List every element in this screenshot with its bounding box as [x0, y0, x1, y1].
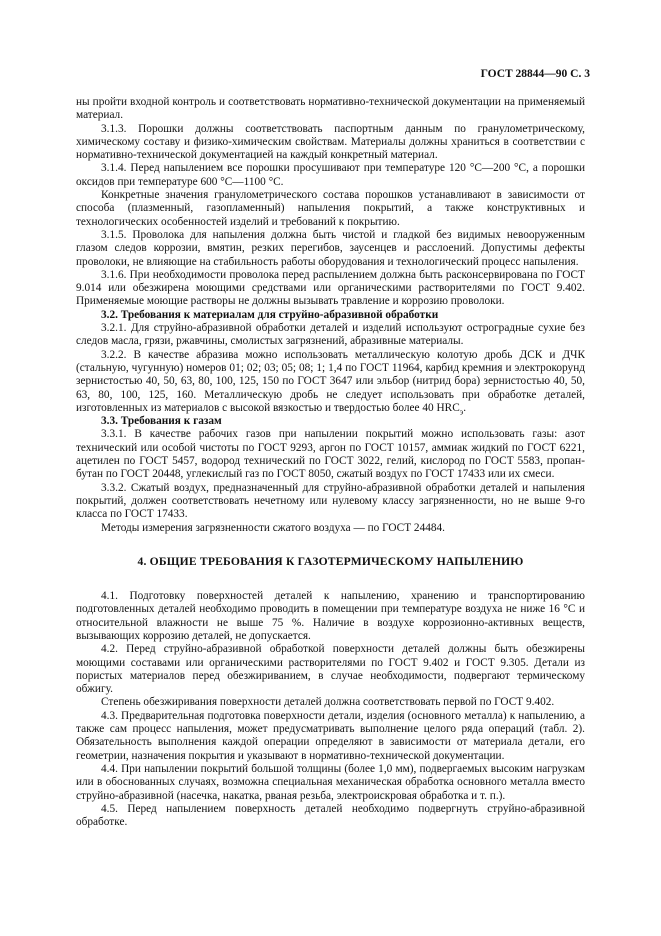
paragraph-3-2-2-text: 3.2.2. В качестве абразива можно использовать металлическую колотую дробь ДСК и ДЧК (стальную, чугунную) номеров 01; 02; 03; 05; 08; 1; 1,4 по ГОСТ 11964, карбид кремния и электрокорунд зернистостью 40, 50, 63, 80, 100, 125, 150 по ГОСТ 3647 или эльбор (нитрид бора) зернистостью 40, 50, 63, 80, 100, 125, 160. Металлическую дробь не следует использовать при обработке деталей, изготовленных из материалов с высокой вязкостью и твердостью более 40 HRC	[76, 348, 585, 414]
subsection-heading-3-3: 3.3. Требования к газам	[101, 415, 222, 428]
paragraph-4-3: 4.3. Предварительная подготовка поверхности детали, изделия (основного металла) к напылению, а также сам процесс напыления, может предусматривать выполнение целого ряда операций (табл. 2). Обязательность выполнения каждой операции определяют в зависимости от материала детали, его геометрии, назначения покрытия и указывают в нормативно-технической документации.	[76, 709, 585, 762]
subsection-heading-3-2: 3.2. Требования к материалам для струйно-абразивной обработки	[101, 308, 439, 321]
paragraph-3-1-5: 3.1.5. Проволока для напыления должна быть чистой и гладкой без видимых невооруженным глазом следов коррозии, вмятин, резких перегибов, заусенцев и расслоений. Допустимы дефекты проволоки, не влияющие на стабильность работы оборудования и технологический процесс напыления.	[76, 228, 585, 268]
paragraph-granulometry: Конкретные значения гранулометрического состава порошков устанавливают в зависимости от способа (плазменный, газопламенный) напыления покрытий, а также конструктивных и технологических особенностей изделий и требований к покрытию.	[76, 189, 585, 228]
paragraph-degreasing: Степень обезжиривания поверхности деталей должна соответствовать первой по ГОСТ 9.402.	[101, 696, 555, 709]
paragraph-4-4: 4.4. При напылении покрытий большой толщины (более 1,0 мм), подвергаемых высоким нагрузкам или в обоснованных случаях, возможна специальная механическая обработка основного металла вместо струйно-абразивной (насечка, накатка, рваная резьба, электроискровая обработка и т. п.).	[76, 762, 585, 802]
paragraph-4-5: 4.5. Перед напылением поверхность деталей необходимо подвергнуть струйно-абразивной обработке.	[76, 802, 585, 829]
paragraph-3-1-4: 3.1.4. Перед напылением все порошки просушивают при температуре 120 °С—200 °С, а порошки оксидов при температуре 600 °С—1100 °С.	[76, 162, 585, 188]
paragraph-3-2-2-period: .	[463, 401, 467, 414]
paragraph-3-1-3: 3.1.3. Порошки должны соответствовать паспортным данным по гранулометрическому, химическому составу и физико-химическим свойствам. Материалы должны храниться в соответствии с нормативно-технической документацией на каждый конкретный материал.	[76, 122, 585, 162]
paragraph-4-2: 4.2. Перед струйно-абразивной обработкой поверхности деталей должны быть обезжирены моющими составами или органическими растворителями по ГОСТ 9.402 и ГОСТ 9.305. Детали из пористых материалов перед обезжириванием, в случае необходимости, подвергают термическому обжигу.	[76, 643, 585, 696]
page-header: ГОСТ 28844—90 С. 3	[480, 68, 590, 80]
paragraph-3-2-2	[76, 349, 585, 415]
paragraph-4-1: 4.1. Подготовку поверхностей деталей к напылению, хранению и транспортированию подготовленных деталей необходимо проводить в помещении при температуре воздуха не ниже 16 °С и относительной влажности не выше 75 %. Наличие в воздухе коррозионно-активных веществ, вызывающих коррозию деталей, не допускается.	[76, 590, 585, 642]
paragraph-3-3-1: 3.3.1. В качестве рабочих газов при напылении покрытий можно использовать газы: азот технический или особой чистоты по ГОСТ 9293, аргон по ГОСТ 10157, аммиак жидкий по ГОСТ 6221, ацетилен по ГОСТ 5457, водород технический по ГОСТ 3022, гелий, кислород по ГОСТ 5583, пропан-бутан по ГОСТ 20448, углекислый газ по ГОСТ 8050, сжатый воздух по ГОСТ 17433 или их смеси.	[76, 428, 585, 481]
paragraph-3-3-2: 3.3.2. Сжатый воздух, предназначенный для струйно-абразивной обработки деталей и напыления покрытий, должен соответствовать нечетному или нулевому классу загрязненности, но не выше 9-го класса по ГОСТ 17433.	[76, 481, 585, 521]
paragraph-air-methods: Методы измерения загрязненности сжатого воздуха — по ГОСТ 24484.	[101, 521, 445, 534]
section-heading-4: 4. ОБЩИЕ ТРЕБОВАНИЯ К ГАЗОТЕРМИЧЕСКОМУ НАПЫЛЕНИЮ	[137, 554, 524, 568]
paragraph-3-1-6: 3.1.6. При необходимости проволока перед распылением должна быть расконсервирована по ГОСТ 9.014 или обезжирена моющими средствами или органическими растворителями по ГОСТ 9.402. Применяемые моющие растворы не должны вызывать травление и коррозию проволоки.	[76, 268, 585, 308]
paragraph-3-2-1: 3.2.1. Для струйно-абразивной обработки деталей и изделий используют остроградные сухие без следов масла, грязи, ржавчины, смолистых загрязнений, абразивные материалы.	[76, 322, 585, 348]
hrc-subscript: э	[459, 407, 464, 417]
paragraph-continuation: ны пройти входной контроль и соответствовать нормативно-технической документации на применяемый материал.	[76, 96, 585, 122]
document-body	[76, 96, 585, 829]
